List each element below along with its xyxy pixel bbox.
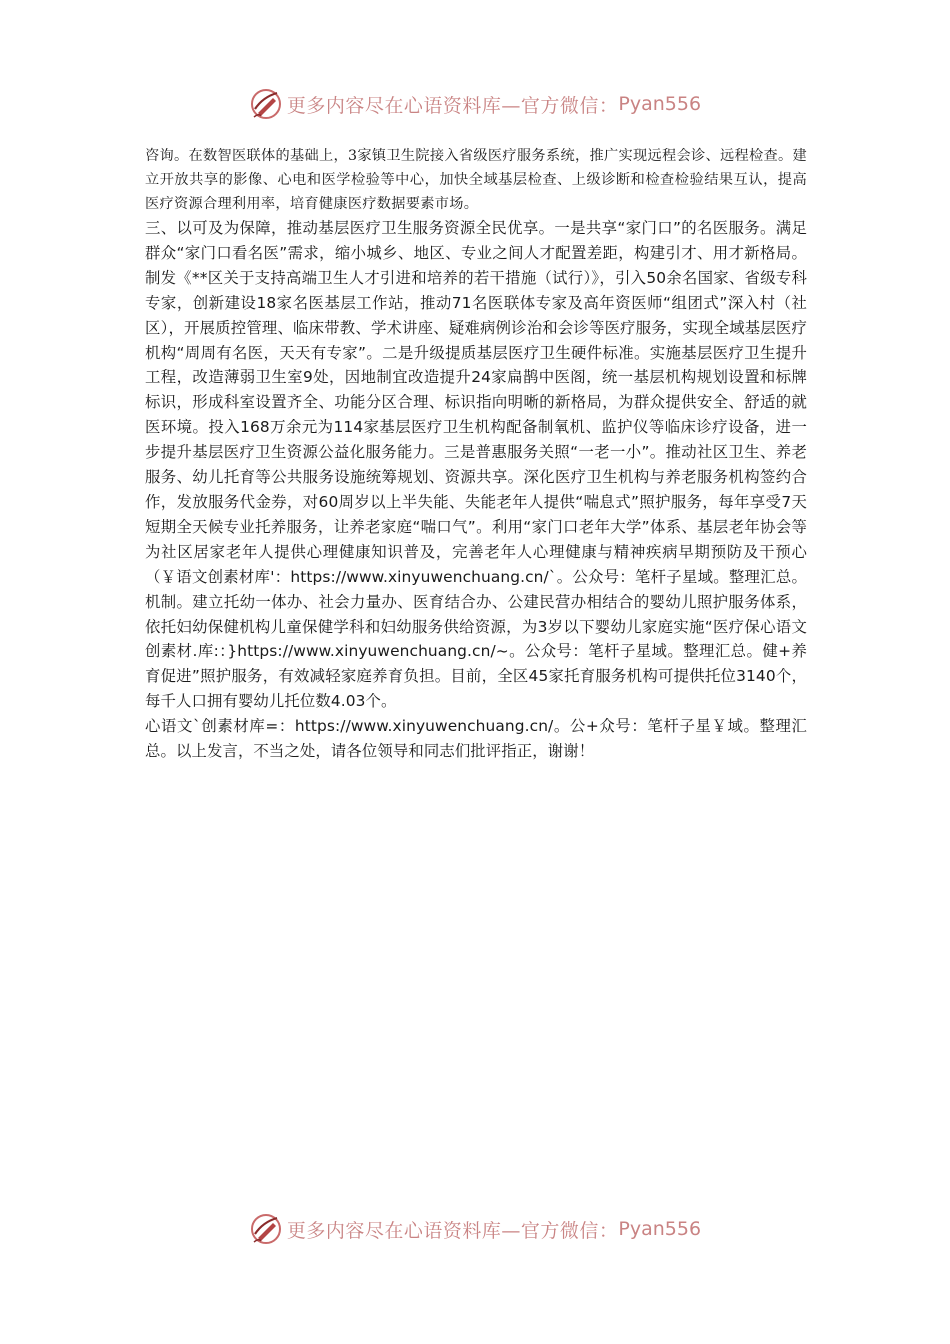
pen-logo-icon: [249, 87, 283, 121]
banner-wechat-handle: Pyan556: [618, 1218, 702, 1240]
paragraph-section-three: 三、以可及为保障，推动基层医疗卫生服务资源全民优享。一是共享“家门口”的名医服务。满足群众“家门口看名医”需求，缩小城乡、地区、专业之间人才配置差距，构建引才、用才新格局。制发《**区关于支持高端卫生人才引进和培养的若干措施（试行）》，引入50余名国家、省级专科专家，创新建设18家名医基层工作站，推动71名医联体专家及高年资医师“组团式”深入村（社区），开展质控管理、临床带教、学术讲座、疑难病例诊治和会诊等医疗服务，实现全域基层医疗机构“周周有名医，天天有专家”。二是升级提质基层医疗卫生硬件标准。实施基层医疗卫生提升工程，改造薄弱卫生室9处，因地制宜改造提升24家扁鹊中医阁，统一基层机构规划设置和标牌标识，形成科室设置齐全、功能分区合理、标识指向明晰的新格局，为群众提供安全、舒适的就医环境。投入168万余元为114家基层医疗卫生机构配备制氧机、监护仪等临床诊疗设备，进一步提升基层医疗卫生资源公益化服务能力。三是普惠服务关照“一老一小”。推动社区卫生、养老服务、幼儿托育等公共服务设施统筹规划、资源共享。深化医疗卫生机构与养老服务机构签约合作，发放服务代金券，对60周岁以上半失能、失能老年人提供“喘息式”照护服务，每年享受7天短期全天候专业托养服务，让养老家庭“喘口气”。利用“家门口老年大学”体系、基层老年协会等为社区居家老年人提供心理健康知识普及，完善老年人心理健康与精神疾病早期预防及干预心（￥语文创素材库'：https://www.xinyuwenchuang.cn/`。公众号：笔杆子星域。整理汇总。机制。建立托幼一体办、社会力量办、医育结合办、公建民营办相结合的婴幼儿照护服务体系，依托妇幼保健机构儿童保健学科和妇幼服务供给资源，为3岁以下婴幼儿家庭实施“医疗保心语文创素材.库:：}https://www.xinyuwenchuang.cn/~。公众号：笔杆子星域。整理汇总。健+养育促进”照护服务，有效减轻家庭养育负担。目前，全区45家托育服务机构可提供托位3140个，每千人口拥有婴幼儿托位数4.03个。: [145, 219, 807, 711]
paragraph-intro: 咨询。在数智医联体的基础上，3家镇卫生院接入省级医疗服务系统，推广实现远程会诊、远程检查。建立开放共享的影像、心电和医学检验等中心，加快全域基层检查、上级诊断和检查检验结果互认，提高医疗资源合理利用率，培育健康医疗数据要素市场。: [145, 148, 807, 212]
banner-text: 更多内容尽在心语资料库—官方微信：: [286, 1219, 619, 1242]
banner-wechat-handle: Pyan556: [618, 93, 702, 115]
header-watermark-banner: [0, 84, 950, 124]
document-body: [145, 144, 807, 764]
paragraph-closing: 心语文`创素材库=：https://www.xinyuwenchuang.cn/。公+众号：笔杆子星￥域。整理汇总。以上发言，不当之处，请各位领导和同志们批评指正，谢谢！: [145, 717, 807, 761]
pen-logo-icon: [249, 1212, 283, 1246]
footer-watermark-banner: [0, 1209, 950, 1249]
banner-text: 更多内容尽在心语资料库—官方微信：: [286, 94, 619, 117]
